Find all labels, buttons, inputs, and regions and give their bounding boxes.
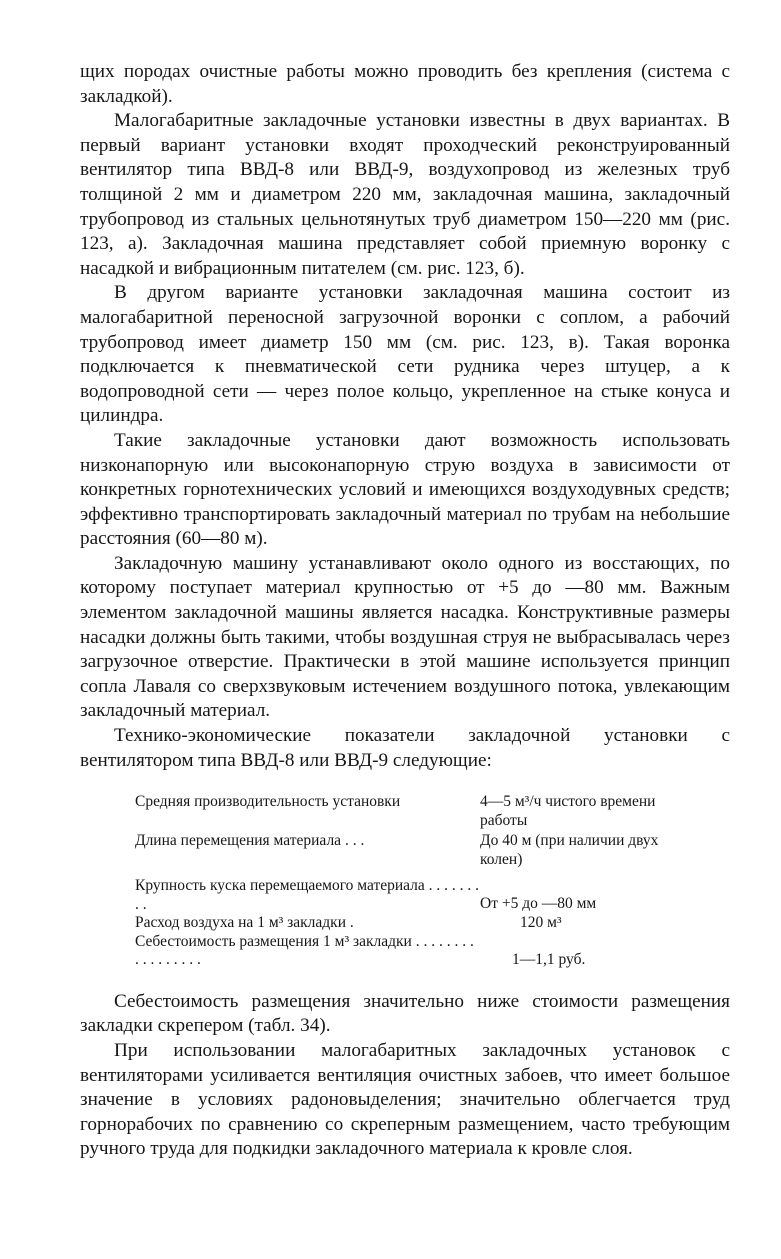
spec-label: Средняя производительность установки <box>135 793 401 811</box>
spec-row <box>135 877 675 914</box>
spec-value: 1—1,1 руб. <box>512 950 586 968</box>
paragraph: При использовании малогабаритных закладочных установок с вентиляторами усиливается вентиляция очистных забоев, что имеет большое значение в условиях радоновыделения; значительно облегчается труд горнорабочих по сравнению со скреперным размещением, часто требующим ручного труда для подкидки закладочного материала к кровле слоя. <box>80 1039 730 1160</box>
spec-value: 120 м³ <box>520 914 562 932</box>
spec-row <box>135 832 675 869</box>
paragraph: Технико-экономические показатели закладочной установки с вентилятором типа ВВД-8 или ВВД-9 следующие: <box>80 725 730 771</box>
spec-row <box>135 793 675 830</box>
document-page <box>80 60 730 1162</box>
spec-value: До 40 м (при наличии двух колен) <box>480 832 659 868</box>
spec-value: От +5 до —80 мм <box>480 895 597 913</box>
spec-label: Крупность куска перемещаемого материала . . . . . . . . . <box>135 877 480 913</box>
paragraph: Такие закладочные установки дают возможность использовать низконапорную или высоконапорную струю воздуха в зависимости от конкретных горнотехнических условий и имеющихся воздуходувных средств; эффективно транспортировать закладочный материал по трубам на небольшие расстояния (60—80 м). <box>80 429 730 550</box>
spec-label: Длина перемещения материала . . . <box>135 832 365 850</box>
spec-label: Расход воздуха на 1 м³ закладки . <box>135 914 354 932</box>
paragraph: Себестоимость размещения значительно ниже стоимости размещения закладки скрепером (табл. 34). <box>80 990 730 1037</box>
spec-label: Себестоимость размещения 1 м³ закладки . . . . . . . . . . . . . . . . . <box>135 932 474 969</box>
spec-table <box>135 793 675 970</box>
paragraph: В другом варианте установки закладочная машина состоит из малогабаритной переносной загрузочной воронки с соплом, а рабочий трубопровод имеет диаметр 150 мм (см. рис. 123, в). Такая воронка подключается к пневматической сети рудника через штуцер, а к водопроводной сети — через полое кольцо, укрепленное на стыке конуса и цилиндра. <box>80 282 730 427</box>
spec-row <box>135 914 675 933</box>
paragraph: щих породах очистные работы можно проводить без крепления (система с закладкой). <box>80 61 730 107</box>
paragraph: Закладочную машину устанавливают около одного из восстающих, по которому поступает материал крупностью от +5 до —80 мм. Важным элементом закладочной машины является насадка. Конструктивные размеры насадки должны быть такими, чтобы воздушная струя не выбрасывалась через загрузочное отверстие. Практически в этой машине используется принцип сопла Лаваля со сверхзвуковым истечением воздушного потока, увлекающим закладочный материал. <box>80 552 730 722</box>
paragraph: Малогабаритные закладочные установки известны в двух вариантах. В первый вариант установки входят проходческий реконструированный вентилятор типа ВВД-8 или ВВД-9, воздухопровод из железных труб толщиной 2 мм и диаметром 220 мм, закладочная машина, закладочный трубопровод из стальных цельнотянутых труб диаметром 150—220 мм (рис. 123, а). Закладочная машина представляет собой приемную воронку с насадкой и вибрационным питателем (см. рис. 123, б). <box>80 110 730 279</box>
spec-row <box>135 933 675 970</box>
spec-value: 4—5 м³/ч чистого времени работы <box>480 793 656 829</box>
